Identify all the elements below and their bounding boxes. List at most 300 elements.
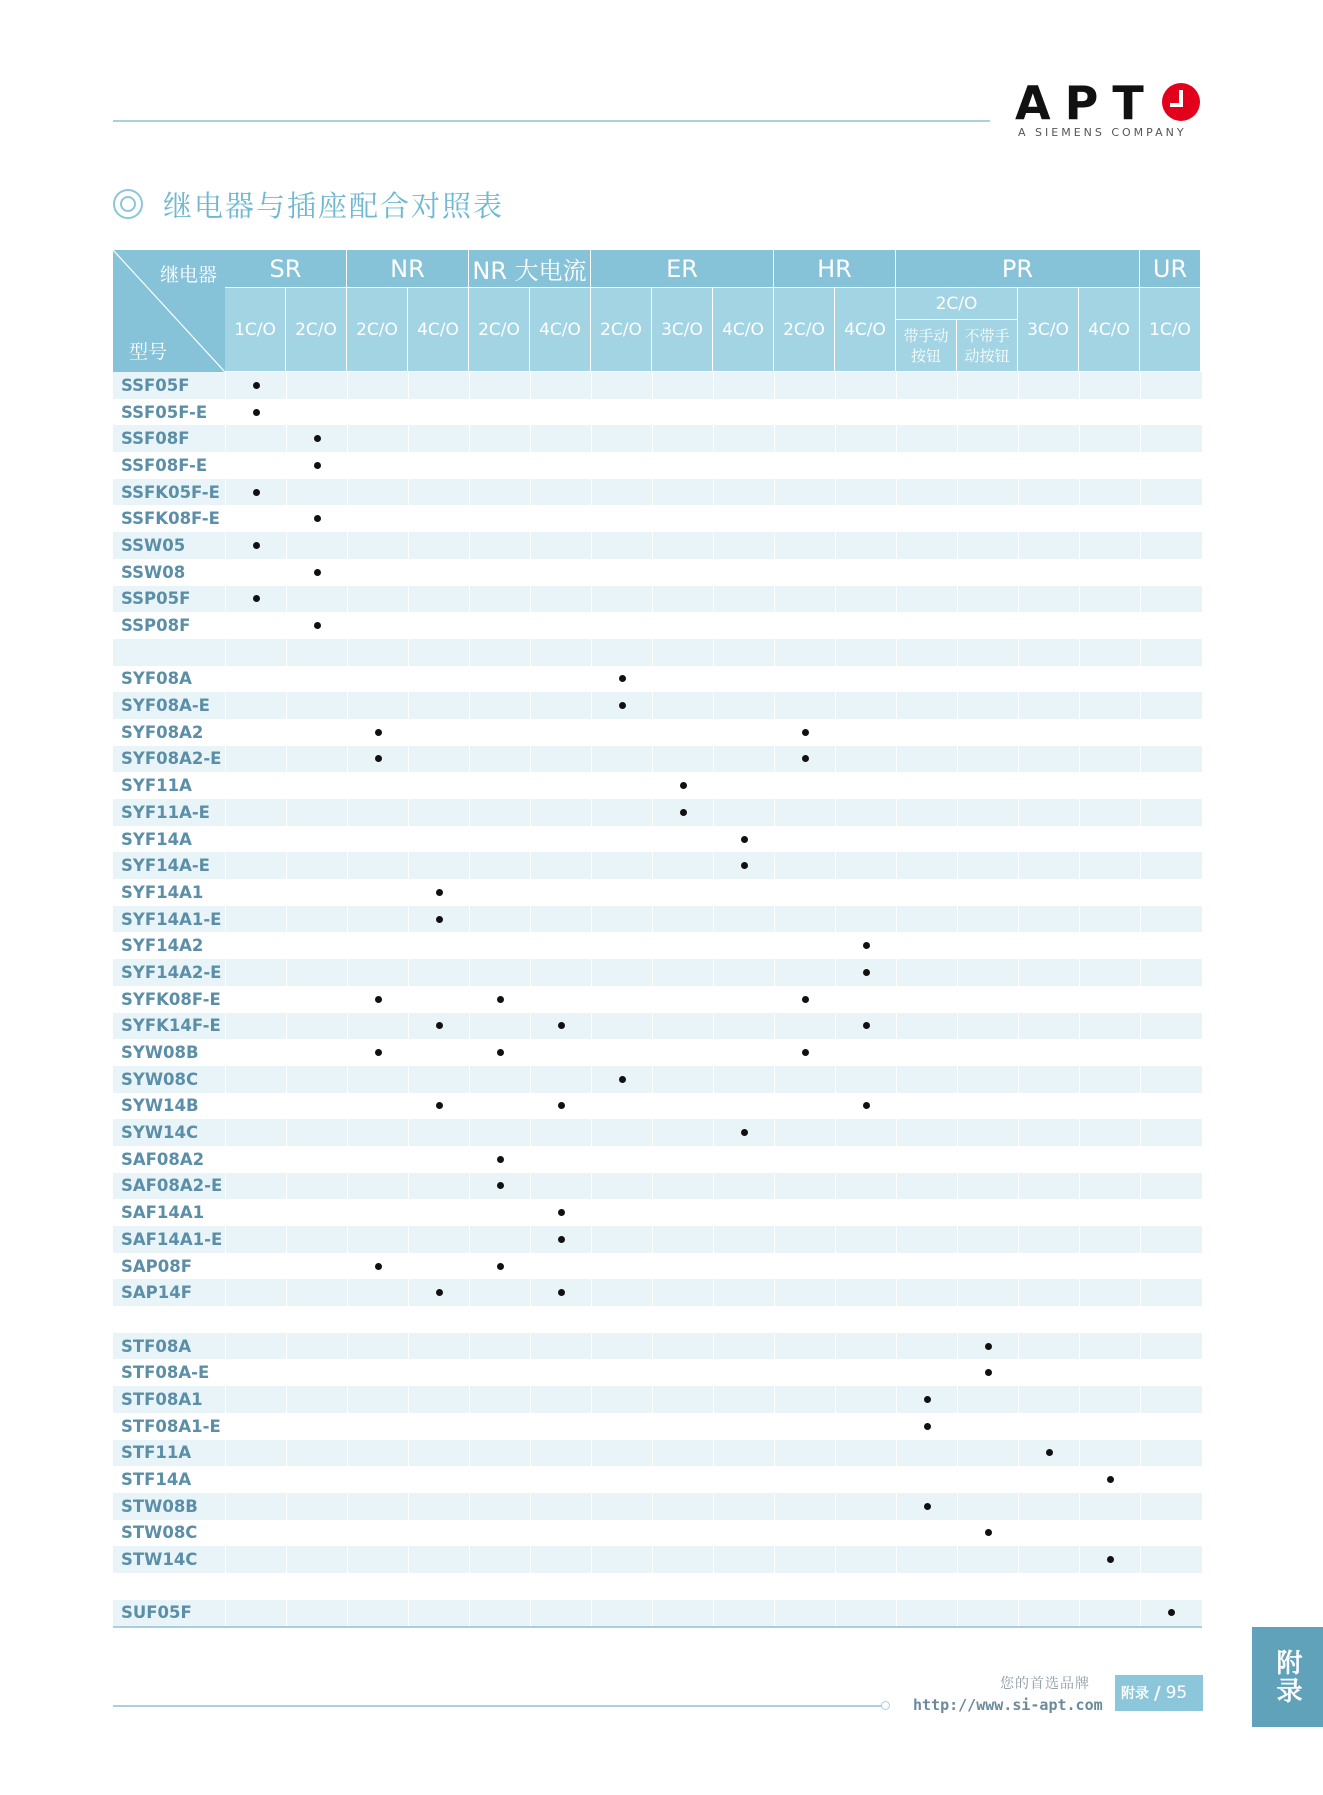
table-cell (530, 1413, 591, 1440)
compatibility-dot (1168, 1609, 1175, 1616)
table-cell (225, 1520, 286, 1547)
table-cell (896, 1013, 957, 1040)
table-cell (713, 879, 774, 906)
table-cell (225, 1386, 286, 1413)
table-row (113, 986, 1202, 1013)
table-cell (896, 772, 957, 799)
compatibility-dot (558, 1236, 565, 1243)
table-cell (1140, 559, 1201, 586)
model-label: STF11A (121, 1443, 192, 1463)
table-cell (1018, 1253, 1079, 1280)
table-cell (469, 1226, 530, 1253)
table-cell (957, 1573, 1018, 1600)
table-cell (896, 559, 957, 586)
table-cell (408, 505, 469, 532)
table-cell (713, 1146, 774, 1173)
model-label: SSW08 (121, 562, 186, 582)
table-cell (591, 692, 652, 719)
table-cell (713, 1333, 774, 1360)
model-label: STW14C (121, 1550, 198, 1570)
table-cell (1018, 719, 1079, 746)
side-tab-label: 附录 (1272, 1649, 1302, 1705)
table-cell (225, 1466, 286, 1493)
table-cell (469, 372, 530, 399)
table-cell (530, 719, 591, 746)
model-label: SYF14A1 (121, 882, 204, 902)
table-cell (1018, 505, 1079, 532)
table-cell (774, 1279, 835, 1306)
table-cell (713, 639, 774, 666)
model-label: SAF08A2 (121, 1149, 205, 1169)
table-cell (347, 719, 408, 746)
page-title (113, 182, 504, 226)
table-cell (957, 1173, 1018, 1200)
table-cell (408, 799, 469, 826)
table-cell (286, 852, 347, 879)
compatibility-dot (802, 755, 809, 762)
compatibility-dot (619, 1076, 626, 1083)
table-cell (225, 879, 286, 906)
table-cell (1079, 1226, 1140, 1253)
table-cell (469, 452, 530, 479)
table-cell (347, 826, 408, 853)
table-cell (896, 1173, 957, 1200)
compatibility-dot (497, 1156, 504, 1163)
table-cell (652, 1226, 713, 1253)
table-cell (225, 1573, 286, 1600)
table-cell (347, 879, 408, 906)
table-cell (652, 1306, 713, 1333)
table-cell (408, 1146, 469, 1173)
table-cell (286, 612, 347, 639)
table-cell (347, 559, 408, 586)
table-cell (835, 532, 896, 559)
table-cell (774, 1306, 835, 1333)
table-cell (1140, 372, 1201, 399)
table-cell (774, 1013, 835, 1040)
table-cell (591, 1440, 652, 1467)
table-cell (1018, 666, 1079, 693)
table-cell (957, 505, 1018, 532)
table-cell (713, 1413, 774, 1440)
table-cell (1140, 719, 1201, 746)
table-cell (347, 532, 408, 559)
table-cell (774, 425, 835, 452)
table-cell (469, 906, 530, 933)
table-cell (469, 1546, 530, 1573)
table-cell (1018, 1093, 1079, 1120)
table-cell (591, 1199, 652, 1226)
clock-icon (1162, 83, 1200, 121)
table-cell (835, 612, 896, 639)
table-cell (1140, 826, 1201, 853)
table-cell (347, 1013, 408, 1040)
model-label (113, 1306, 225, 1333)
table-cell (713, 1199, 774, 1226)
table-cell (652, 1573, 713, 1600)
compatibility-dot (985, 1343, 992, 1350)
table-row (113, 1253, 1202, 1280)
table-cell (1140, 986, 1201, 1013)
table-cell (652, 1093, 713, 1120)
table-cell (835, 452, 896, 479)
table-row (113, 1146, 1202, 1173)
table-cell (1079, 1440, 1140, 1467)
table-cell (713, 1039, 774, 1066)
table-cell (957, 1146, 1018, 1173)
model-label: STF14A (121, 1470, 192, 1490)
table-cell (1140, 1013, 1201, 1040)
table-cell (530, 1199, 591, 1226)
table-cell (530, 692, 591, 719)
table-cell (530, 399, 591, 426)
table-row (113, 505, 1202, 532)
group-header: NR (347, 250, 469, 288)
table-cell (713, 1066, 774, 1093)
table-cell (408, 1226, 469, 1253)
table-cell (469, 505, 530, 532)
table-row (113, 799, 1202, 826)
table-cell (1079, 612, 1140, 639)
model-label: SSFK08F-E (121, 509, 220, 529)
table-cell (1140, 612, 1201, 639)
table-cell (286, 666, 347, 693)
table-row (113, 452, 1202, 479)
table-cell (957, 612, 1018, 639)
table-cell (591, 532, 652, 559)
table-row (113, 1013, 1202, 1040)
table-cell (835, 1226, 896, 1253)
table-cell (774, 959, 835, 986)
corner-relay-label: 继电器 (159, 264, 217, 286)
table-cell (1018, 479, 1079, 506)
compatibility-dot (924, 1396, 931, 1403)
table-cell (1140, 1333, 1201, 1360)
table-cell (1140, 639, 1201, 666)
table-cell (835, 879, 896, 906)
table-cell (286, 452, 347, 479)
page-separator: / (1154, 1682, 1161, 1704)
table-cell (408, 1546, 469, 1573)
table-cell (225, 826, 286, 853)
footer-rule (113, 1705, 883, 1707)
table-cell (835, 1386, 896, 1413)
table-cell (1140, 1520, 1201, 1547)
table-cell (286, 1119, 347, 1146)
table-cell (1018, 1333, 1079, 1360)
compatibility-dot (375, 1049, 382, 1056)
table-row (113, 1333, 1202, 1360)
model-label: SYFK14F-E (121, 1016, 221, 1036)
table-cell (530, 826, 591, 853)
table-cell (713, 906, 774, 933)
table-cell (347, 1520, 408, 1547)
table-cell (652, 879, 713, 906)
appendix-side-tab[interactable] (1252, 1627, 1323, 1727)
page-number: 95 (1165, 1683, 1188, 1703)
table-cell (835, 1039, 896, 1066)
table-cell (713, 666, 774, 693)
table-row (113, 906, 1202, 933)
table-cell (225, 1253, 286, 1280)
table-cell (286, 1306, 347, 1333)
table-cell (408, 612, 469, 639)
table-cell (286, 639, 347, 666)
table-cell (835, 1253, 896, 1280)
table-cell (652, 532, 713, 559)
model-label: SAP14F (121, 1283, 192, 1303)
table-cell (408, 372, 469, 399)
table-cell (774, 692, 835, 719)
table-cell (713, 1493, 774, 1520)
table-cell (591, 479, 652, 506)
table-cell (530, 1146, 591, 1173)
table-cell (469, 692, 530, 719)
table-cell (469, 746, 530, 773)
table-cell (713, 1386, 774, 1413)
table-cell (469, 1279, 530, 1306)
table-cell (1140, 1226, 1201, 1253)
table-row (113, 1440, 1202, 1467)
table-cell (835, 826, 896, 853)
model-label: SSF08F (121, 429, 190, 449)
table-cell (286, 1066, 347, 1093)
table-cell (713, 1520, 774, 1547)
table-cell (774, 1546, 835, 1573)
table-cell (835, 1013, 896, 1040)
table-cell (1140, 586, 1201, 613)
table-cell (652, 1413, 713, 1440)
table-cell (225, 1119, 286, 1146)
table-cell (1079, 1520, 1140, 1547)
compatibility-dot (558, 1209, 565, 1216)
contact-subheader: 4C/O (713, 288, 774, 372)
table-cell (347, 1546, 408, 1573)
table-cell (835, 1493, 896, 1520)
table-cell (713, 505, 774, 532)
table-row (113, 1466, 1202, 1493)
model-label (113, 639, 225, 666)
table-cell (1018, 399, 1079, 426)
table-cell (1140, 1386, 1201, 1413)
table-cell (774, 1440, 835, 1467)
table-cell (469, 1493, 530, 1520)
table-cell (652, 1013, 713, 1040)
table-cell (347, 1573, 408, 1600)
table-cell (469, 1413, 530, 1440)
table-cell (1018, 746, 1079, 773)
table-cell (713, 1573, 774, 1600)
table-cell (896, 639, 957, 666)
compatibility-dot (314, 435, 321, 442)
table-cell (1140, 1546, 1201, 1573)
model-label: SYW14B (121, 1096, 199, 1116)
table-cell (1018, 425, 1079, 452)
table-cell (408, 826, 469, 853)
compatibility-dot (680, 809, 687, 816)
table-cell (1079, 1013, 1140, 1040)
table-cell (652, 452, 713, 479)
compatibility-dot (375, 755, 382, 762)
table-cell (286, 399, 347, 426)
table-row (113, 1413, 1202, 1440)
table-cell (713, 1359, 774, 1386)
table-cell (957, 1600, 1018, 1627)
compatibility-dot (253, 409, 260, 416)
table-cell (1140, 479, 1201, 506)
table-cell (469, 852, 530, 879)
table-cell (286, 1440, 347, 1467)
table-cell (530, 612, 591, 639)
compatibility-dot (802, 729, 809, 736)
table-cell (896, 1333, 957, 1360)
table-cell (530, 1119, 591, 1146)
table-cell (591, 799, 652, 826)
table-cell (1018, 1013, 1079, 1040)
table-cell (469, 932, 530, 959)
table-cell (1140, 799, 1201, 826)
compatibility-dot (436, 1102, 443, 1109)
table-cell (896, 1413, 957, 1440)
table-cell (835, 372, 896, 399)
contact-subheader: 4C/O (408, 288, 469, 372)
compatibility-dot (1107, 1476, 1114, 1483)
table-cell (225, 372, 286, 399)
table-cell (835, 1333, 896, 1360)
table-cell (469, 666, 530, 693)
table-cell (530, 1493, 591, 1520)
table-cell (957, 692, 1018, 719)
table-cell (652, 1333, 713, 1360)
table-cell (469, 1066, 530, 1093)
compatibility-dot (558, 1102, 565, 1109)
model-label: STF08A (121, 1336, 192, 1356)
table-cell (896, 479, 957, 506)
table-cell (774, 1199, 835, 1226)
table-cell (835, 1520, 896, 1547)
table-cell (896, 452, 957, 479)
table-cell (469, 639, 530, 666)
contact-subheader: 4C/O (1079, 288, 1140, 372)
table-cell (957, 1066, 1018, 1093)
table-cell (957, 879, 1018, 906)
table-cell (896, 986, 957, 1013)
table-cell (835, 399, 896, 426)
table-cell (469, 1173, 530, 1200)
table-cell (591, 559, 652, 586)
table-cell (469, 586, 530, 613)
table-cell (591, 1413, 652, 1440)
footer-url[interactable]: http://www.si-apt.com (913, 1696, 1103, 1714)
table-cell (774, 986, 835, 1013)
table-cell (896, 1199, 957, 1226)
table-cell (286, 1573, 347, 1600)
compatibility-dot (558, 1022, 565, 1029)
table-cell (347, 1119, 408, 1146)
table-cell (896, 1600, 957, 1627)
table-cell (1018, 1039, 1079, 1066)
table-cell (896, 1466, 957, 1493)
table-cell (1140, 399, 1201, 426)
table-cell (530, 772, 591, 799)
table-cell (1079, 479, 1140, 506)
table-cell (347, 1173, 408, 1200)
table-cell (1018, 1546, 1079, 1573)
table-cell (347, 692, 408, 719)
model-label: SYFK08F-E (121, 989, 221, 1009)
table-cell (469, 1119, 530, 1146)
table-cell (408, 1173, 469, 1200)
table-cell (591, 666, 652, 693)
table-cell (225, 1173, 286, 1200)
table-cell (1140, 1279, 1201, 1306)
table-cell (713, 479, 774, 506)
table-cell (408, 772, 469, 799)
table-cell (713, 532, 774, 559)
table-cell (957, 1546, 1018, 1573)
table-cell (1018, 372, 1079, 399)
table-cell (286, 1466, 347, 1493)
table-cell (713, 586, 774, 613)
table-cell (286, 586, 347, 613)
table-cell (408, 1440, 469, 1467)
table-cell (957, 1226, 1018, 1253)
table-cell (652, 666, 713, 693)
model-label: SUF05F (121, 1603, 192, 1623)
table-row (113, 1546, 1202, 1573)
table-cell (225, 425, 286, 452)
table-cell (347, 1226, 408, 1253)
table-cell (713, 1466, 774, 1493)
table-cell (652, 986, 713, 1013)
table-cell (896, 1066, 957, 1093)
table-cell (408, 666, 469, 693)
table-cell (835, 1359, 896, 1386)
compatibility-dot (375, 996, 382, 1003)
table-cell (530, 1466, 591, 1493)
compatibility-dot (802, 1049, 809, 1056)
table-row (113, 1066, 1202, 1093)
table-cell (835, 1173, 896, 1200)
table-cell (530, 1093, 591, 1120)
table-cell (469, 559, 530, 586)
table-cell (896, 586, 957, 613)
compatibility-dot (253, 489, 260, 496)
table-cell (1140, 1093, 1201, 1120)
table-cell (774, 879, 835, 906)
table-cell (957, 959, 1018, 986)
table-row (113, 746, 1202, 773)
table-cell (1018, 1119, 1079, 1146)
table-cell (1018, 1306, 1079, 1333)
table-cell (1079, 1119, 1140, 1146)
table-cell (530, 479, 591, 506)
table-cell (774, 1520, 835, 1547)
table-cell (652, 692, 713, 719)
table-cell (591, 612, 652, 639)
group-header: NR 大电流 (469, 250, 591, 288)
table-cell (469, 1359, 530, 1386)
table-corner (113, 250, 225, 372)
table-cell (286, 559, 347, 586)
table-cell (835, 906, 896, 933)
contact-subheader: 2C/O (286, 288, 347, 372)
table-cell (957, 986, 1018, 1013)
table-cell (225, 1013, 286, 1040)
table-cell (408, 425, 469, 452)
contact-subheader: 2C/O (347, 288, 408, 372)
table-cell (591, 1253, 652, 1280)
